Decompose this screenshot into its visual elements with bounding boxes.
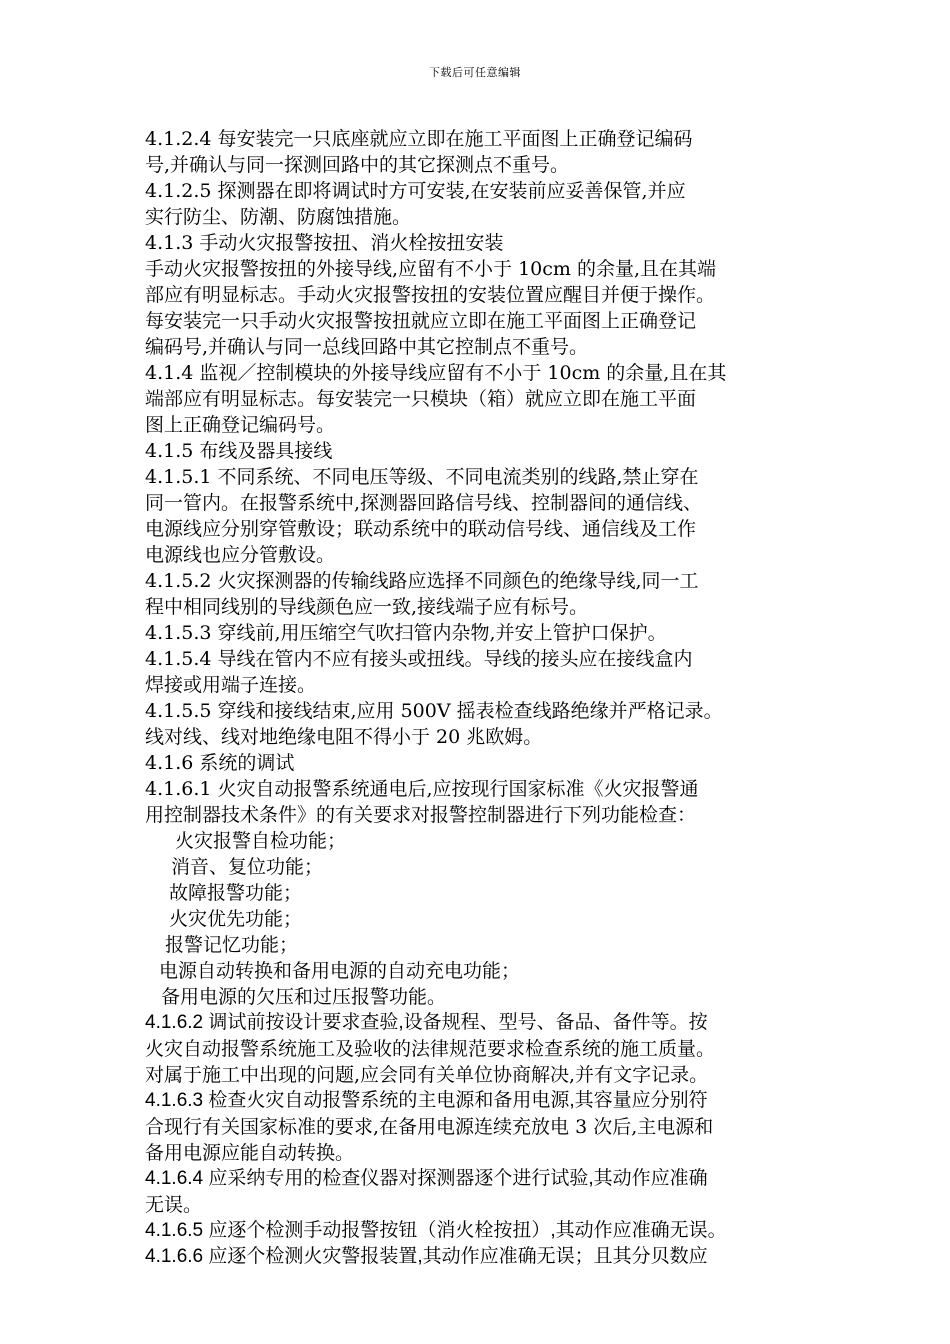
text-line: 4.1.6.3 检查火灾自动报警系统的主电源和备用电源,其容量应分别符	[145, 1090, 708, 1111]
text-line: 4.1.6.2 调试前按设计要求查验,设备规程、型号、备品、备件等。按	[145, 1012, 708, 1033]
text-line: 部应有明显标志。手动火灾报警按扭的安装位置应醒目并便于操作。	[145, 284, 716, 306]
text-line: 4.1.6 系统的调试	[145, 752, 295, 774]
text-line: 备用电源的欠压和过压报警功能。	[161, 986, 447, 1008]
text-line: 图上正确登记编码号。	[145, 414, 336, 436]
text-line: 火灾优先功能；	[169, 908, 303, 930]
text-line: 消音、复位功能；	[171, 856, 324, 878]
text-line: 编码号,并确认与同一总线回路中其它控制点不重号。	[145, 336, 589, 358]
text-line: 4.1.6.6 应逐个检测火灾警报装置,其动作应准确无误；且其分贝数应	[145, 1246, 708, 1267]
text-line: 同一管内。在报警系统中,探测器回路信号线、控制器间的通信线、	[145, 492, 703, 514]
text-line: 手动火灾报警按扭的外接导线,应留有不小于 10cm 的余量,且在其端	[145, 258, 716, 280]
text-line: 用控制器技术条件》的有关要求对报警控制器进行下列功能检查：	[145, 804, 697, 826]
text-line: 电源自动转换和备用电源的自动充电功能；	[159, 960, 521, 982]
page-header: 下载后可任意编辑	[429, 66, 521, 79]
text-line: 备用电源应能自动转换。	[145, 1142, 355, 1164]
text-line: 4.1.6.1 火灾自动报警系统通电后,应按现行国家标准《火灾报警通	[145, 778, 699, 800]
text-line: 对属于施工中出现的问题,应会同有关单位协商解决,并有文字记录。	[145, 1064, 709, 1086]
text-line: 实行防尘、防潮、防腐蚀措施。	[145, 206, 412, 228]
text-line: 每安装完一只手动火灾报警按扭就应立即在施工平面图上正确登记	[145, 310, 697, 332]
text-line: 火灾自动报警系统施工及验收的法律规范要求检查系统的施工质量。	[145, 1038, 716, 1060]
text-line: 号,并确认与同一探测回路中的其它探测点不重号。	[145, 154, 570, 176]
text-line: 4.1.5.1 不同系统、不同电压等级、不同电流类别的线路,禁止穿在	[145, 466, 699, 488]
text-line: 电源线也应分管敷设。	[145, 544, 336, 566]
text-line: 4.1.3 手动火灾报警按扭、消火栓按扭安装	[145, 232, 504, 254]
text-line: 火灾报警自检功能；	[175, 830, 347, 852]
text-line: 无误。	[145, 1194, 203, 1216]
text-line: 4.1.4 监视／控制模块的外接导线应留有不小于 10cm 的余量,且在其	[145, 362, 727, 384]
text-line: 报警记忆功能；	[165, 934, 299, 956]
text-line: 4.1.2.4 每安装完一只底座就应立即在施工平面图上正确登记编码	[145, 128, 693, 150]
text-line: 4.1.5.2 火灾探测器的传输线路应选择不同颜色的绝缘导线,同一工	[145, 570, 699, 592]
text-line: 线对线、线对地绝缘电阻不得小于 20 兆欧姆。	[145, 726, 543, 748]
text-line: 4.1.5.4 导线在管内不应有接头或扭线。导线的接头应在接线盒内	[145, 648, 693, 670]
text-line: 4.1.6.5 应逐个检测手动报警按钮（消火栓按扭）,其动作应准确无误。	[145, 1220, 727, 1241]
document-body	[145, 126, 810, 1270]
text-line: 端部应有明显标志。每安装完一只模块（箱）就应立即在施工平面	[145, 388, 697, 410]
text-line: 4.1.5.3 穿线前,用压缩空气吹扫管内杂物,并安上管护口保护。	[145, 622, 667, 644]
text-line: 4.1.5.5 穿线和接线结束,应用 500V 摇表检查线路绝缘并严格记录。	[145, 700, 723, 722]
text-line: 4.1.2.5 探测器在即将调试时方可安装,在安装前应妥善保管,并应	[145, 180, 686, 202]
text-line: 程中相同线别的导线颜色应一致,接线端子应有标号。	[145, 596, 589, 618]
text-line: 电源线应分别穿管敷设；联动系统中的联动信号线、通信线及工作	[145, 518, 697, 540]
text-line: 4.1.5 布线及器具接线	[145, 440, 333, 462]
text-line: 焊接或用端子连接。	[145, 674, 317, 696]
text-line: 4.1.6.4 应采纳专用的检查仪器对探测器逐个进行试验,其动作应准确	[145, 1168, 708, 1189]
text-line: 合现行有关国家标准的要求,在备用电源连续充放电 3 次后,主电源和	[145, 1116, 714, 1138]
text-line: 故障报警功能；	[169, 882, 303, 904]
